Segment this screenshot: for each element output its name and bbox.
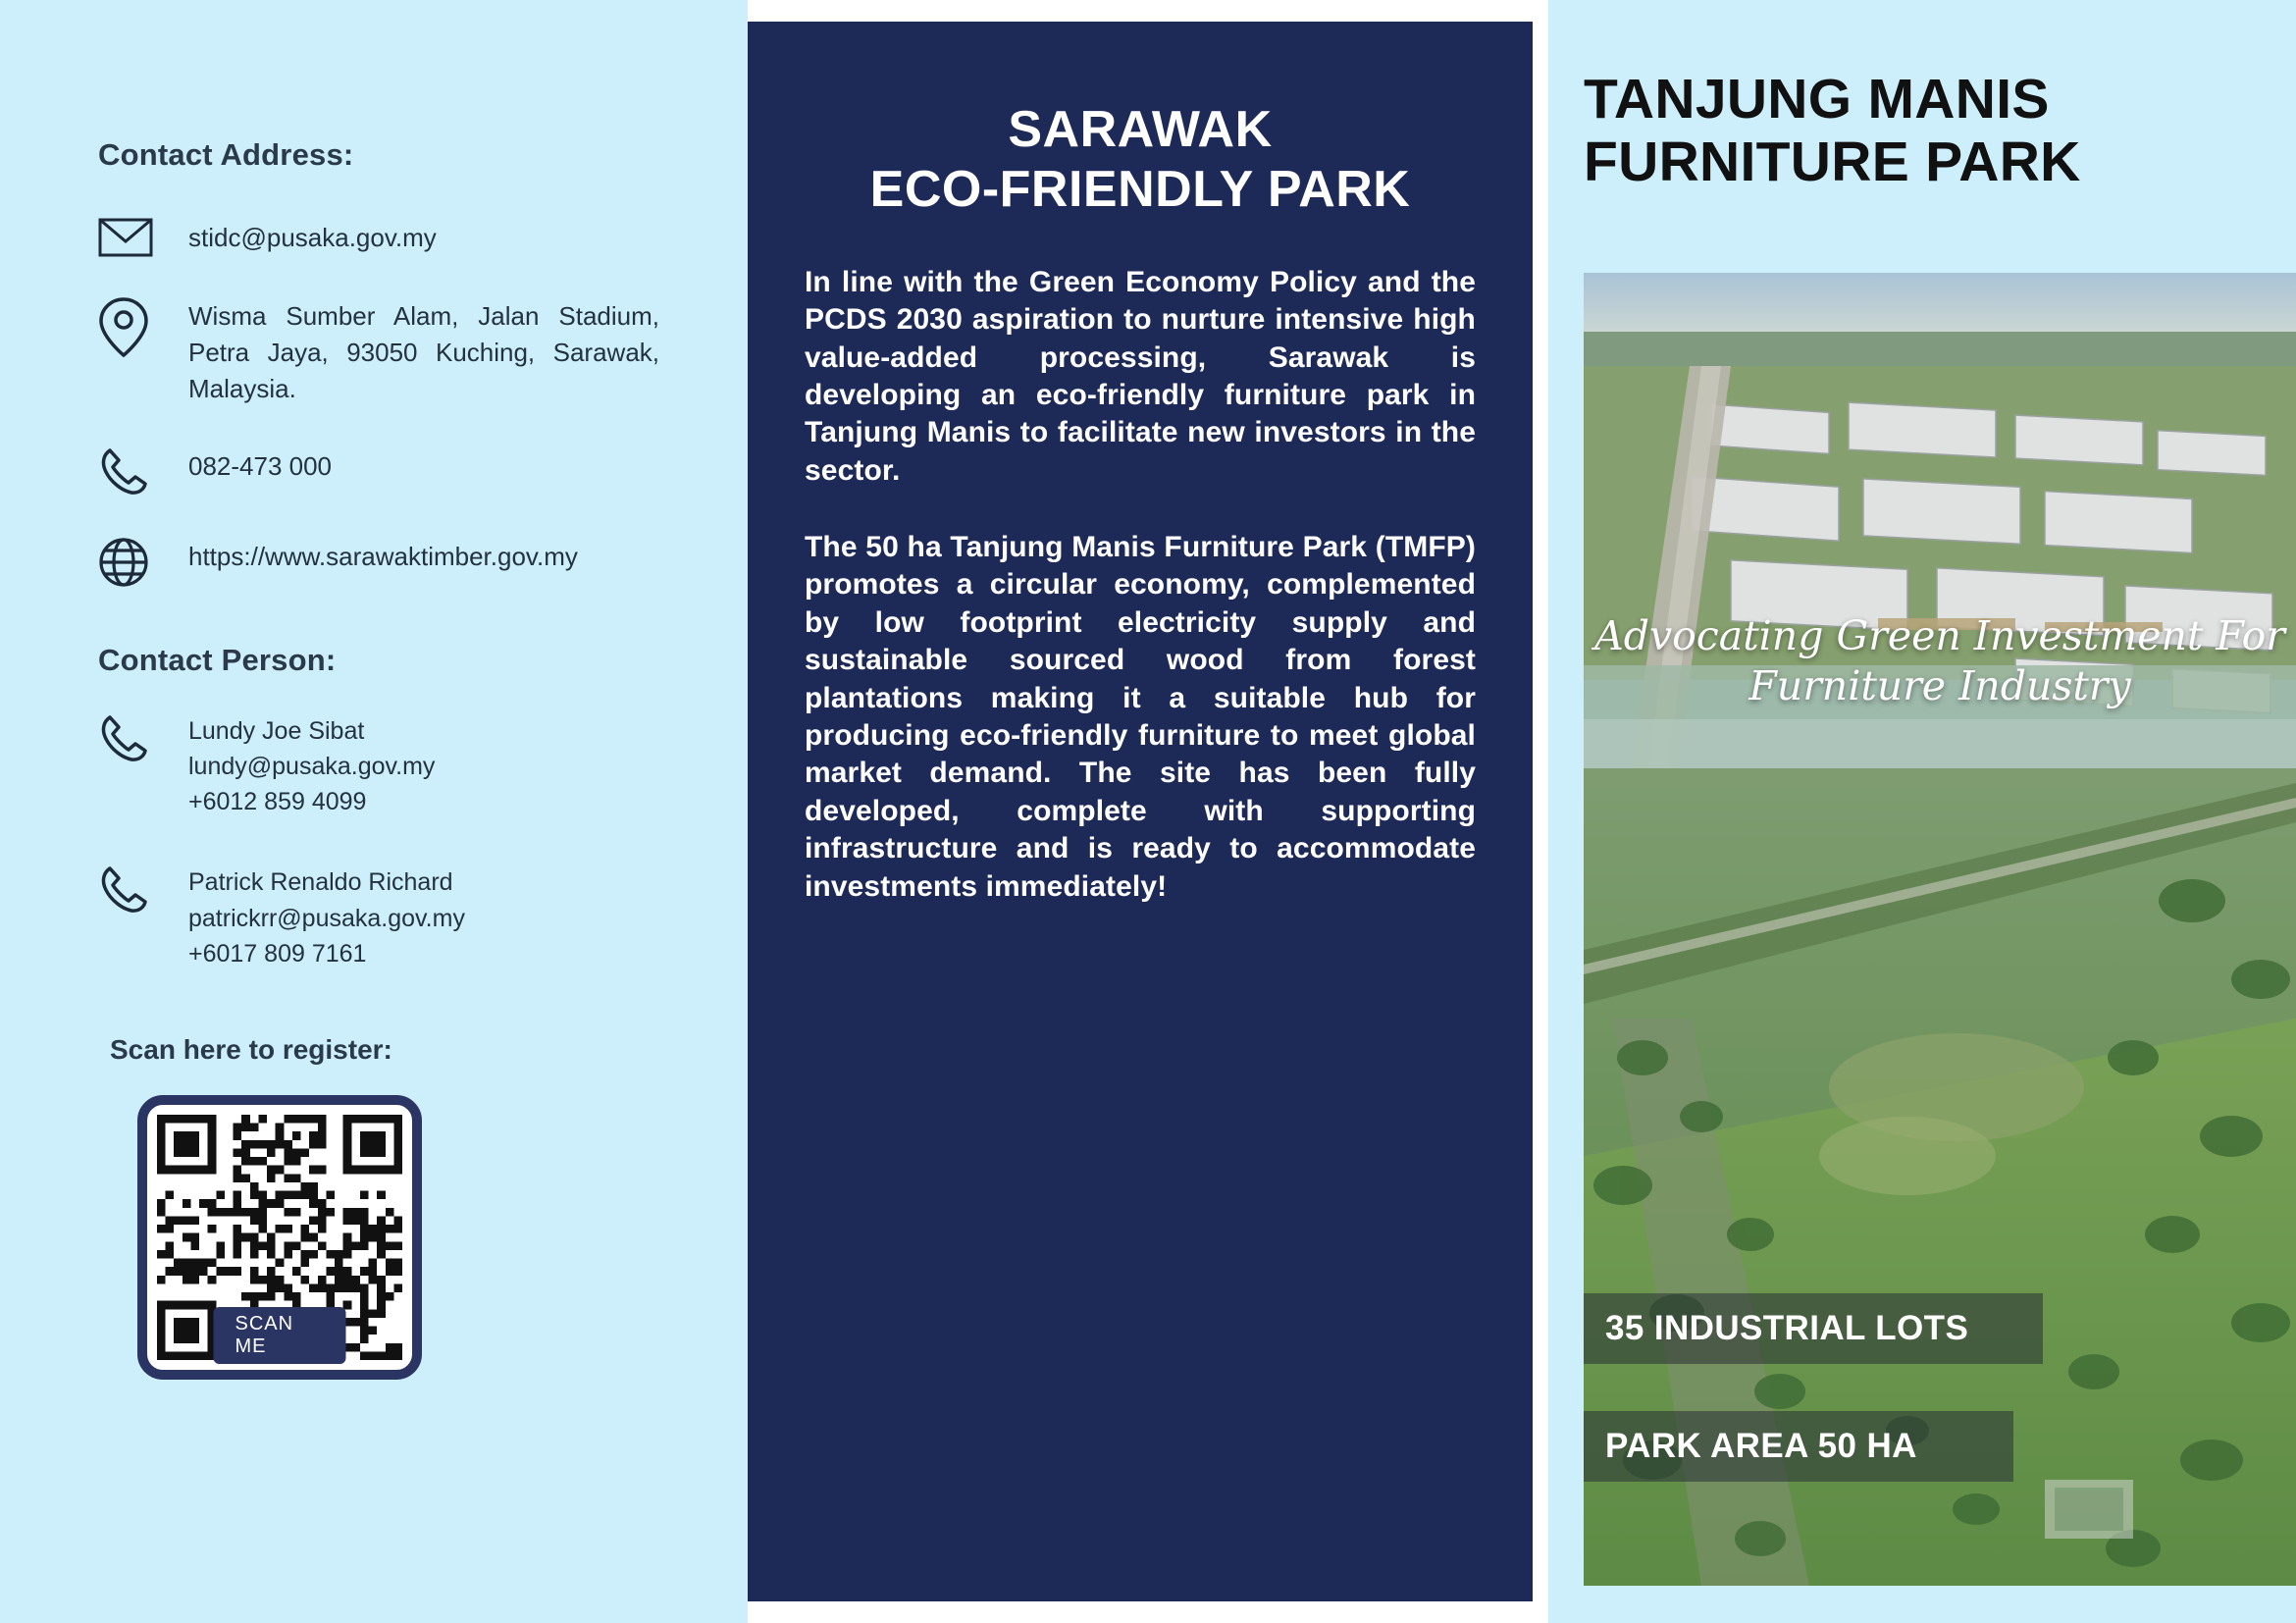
- middle-panel-title: [805, 100, 1476, 221]
- middle-paragraph-1: In line with the Green Economy Policy and the PCDS 2030 aspiration to nurture intensive high value-added processing, Sarawak is developing an eco-friendly furniture park in Tanjung Manis to facilitate new investors in the sector.: [805, 265, 1476, 487]
- person-email[interactable]: lundy@pusaka.gov.my: [188, 752, 436, 780]
- person-name: Patrick Renaldo Richard: [188, 868, 453, 897]
- person-phone[interactable]: +6012 859 4099: [188, 788, 367, 816]
- contact-website-text[interactable]: https://www.sarawaktimber.gov.my: [188, 541, 578, 571]
- phone-icon: [98, 445, 188, 497]
- cover-title: [1548, 0, 2296, 194]
- middle-paragraph-2: The 50 ha Tanjung Manis Furniture Park (TMFP) promotes a circular economy, complemented by low footprint electricity supply and sustainable sourced wood from forest plantations making it a suitable hub for producing eco-friendly furniture to meet global market demand. The site has been fully developed, complete with supporting infrastructure and is ready to accommodate investments immediately!: [805, 531, 1476, 903]
- cover-panel: [1548, 0, 2296, 1623]
- contact-person-2: [98, 863, 659, 971]
- cover-title-line2: FURNITURE PARK: [1584, 130, 2081, 193]
- contact-address-row: [98, 294, 659, 407]
- aerial-photo: [1584, 273, 2296, 1586]
- cover-title-line1: TANJUNG MANIS: [1584, 68, 2050, 131]
- globe-icon: [98, 535, 188, 588]
- phone-icon: [98, 711, 188, 764]
- fact-industrial-lots: 35 INDUSTRIAL LOTS: [1584, 1293, 2043, 1364]
- tagline-line1: Advocating Green Investment For: [1594, 612, 2285, 659]
- cover-tagline: [1584, 611, 2296, 712]
- envelope-icon: [98, 216, 188, 257]
- contact-person-heading: Contact Person:: [98, 642, 337, 677]
- scan-me-badge: SCAN ME: [214, 1307, 346, 1364]
- person-email[interactable]: patrickrr@pusaka.gov.my: [188, 904, 465, 932]
- contact-person-1: [98, 711, 659, 820]
- tagline-line2: Furniture Industry: [1748, 662, 2131, 710]
- contact-phone-row: [98, 445, 659, 497]
- aerial-photo-illustration: [1584, 273, 2296, 1586]
- contact-address-heading: Contact Address:: [98, 137, 354, 172]
- contact-phone-text[interactable]: 082-473 000: [188, 450, 333, 481]
- description-panel: [748, 22, 1533, 1601]
- contact-address-text: Wisma Sumber Alam, Jalan Stadium, Petra Jaya, 93050 Kuching, Sarawak, Malaysia.: [188, 301, 659, 403]
- middle-title-line2: ECO-FRIENDLY PARK: [869, 161, 1411, 219]
- contact-person-1-details: [188, 711, 435, 820]
- map-pin-icon: [98, 294, 188, 359]
- qr-code[interactable]: [137, 1095, 422, 1380]
- phone-icon: [98, 863, 188, 916]
- scan-heading: Scan here to register:: [110, 1034, 392, 1066]
- person-name: Lundy Joe Sibat: [188, 716, 365, 745]
- person-phone[interactable]: +6017 809 7161: [188, 939, 367, 968]
- contact-panel: [0, 0, 748, 1623]
- contact-website-row: [98, 535, 659, 588]
- fact-park-area: PARK AREA 50 HA: [1584, 1411, 2013, 1482]
- contact-email-text[interactable]: stidc@pusaka.gov.my: [188, 223, 437, 252]
- middle-title-line1: SARAWAK: [1008, 101, 1273, 158]
- contact-person-2-details: [188, 863, 465, 971]
- contact-email-row: [98, 216, 659, 257]
